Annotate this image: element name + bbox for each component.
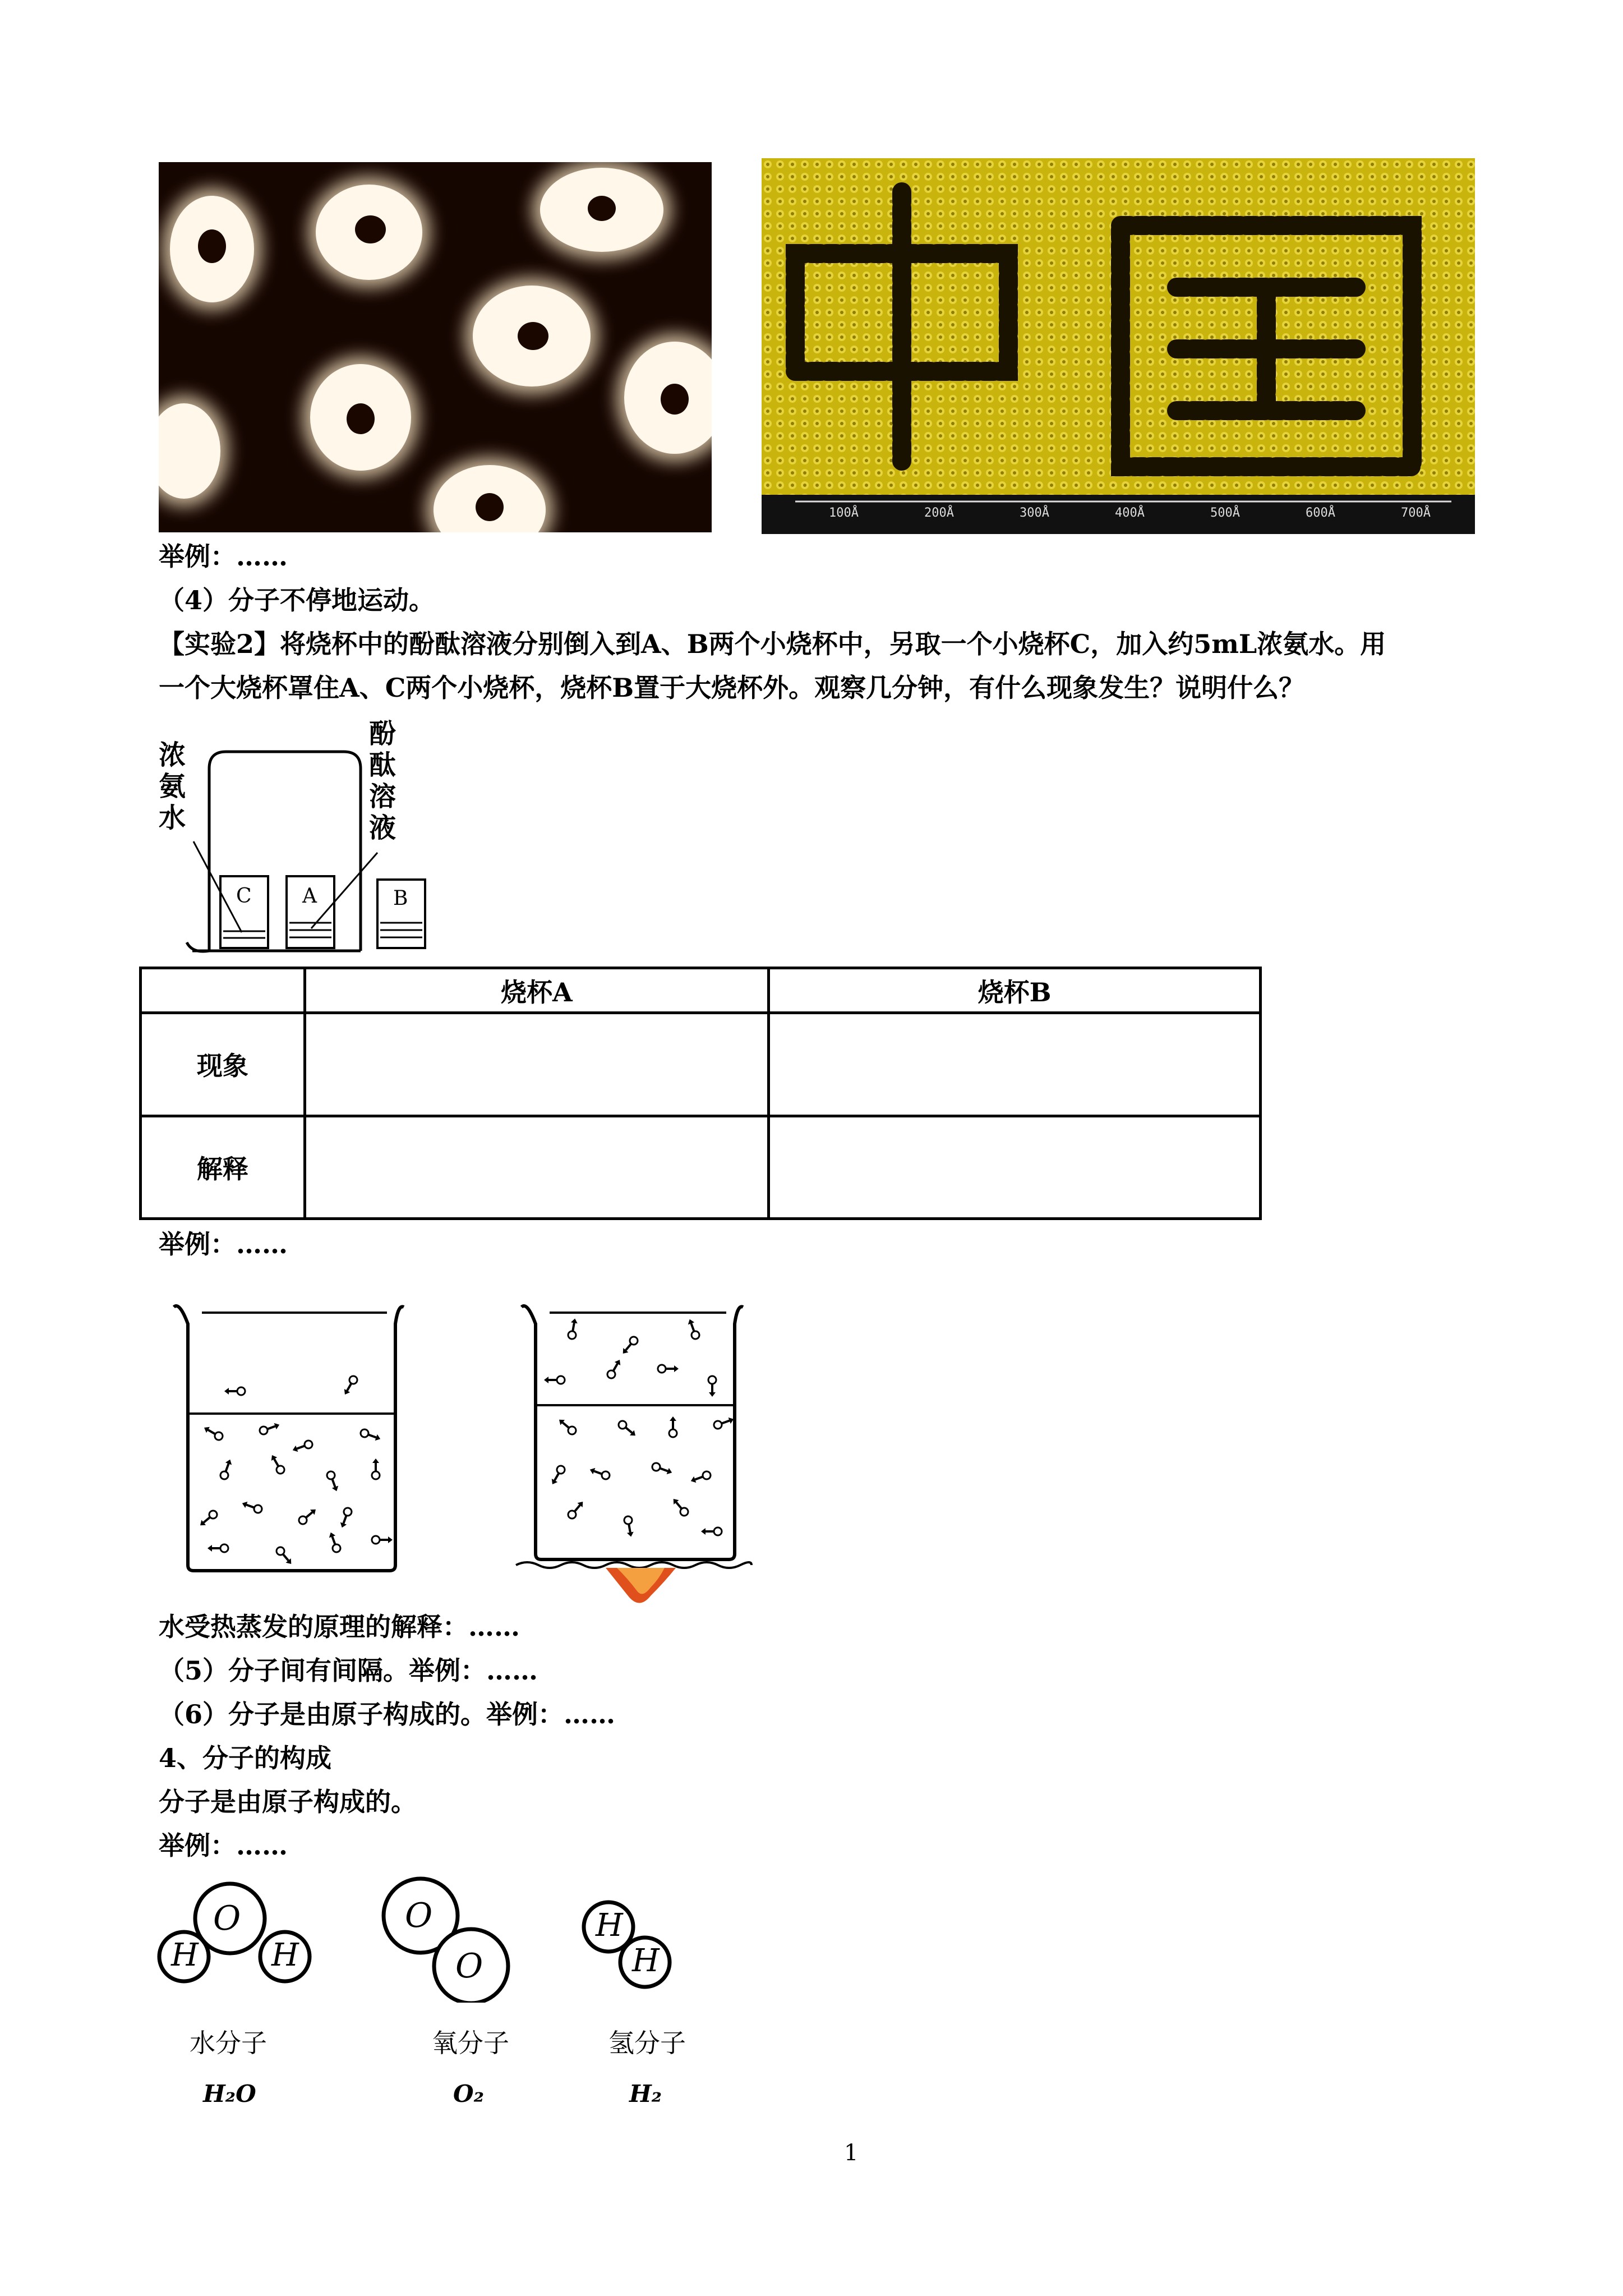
experiment-2-line-1 (159, 627, 1386, 661)
table-corner-cell (141, 968, 305, 1013)
point-6: （6）分子是由原子构成的。举例：…… (159, 1699, 616, 1729)
molecule-models (151, 1874, 712, 2003)
beaker-b-label: B (393, 887, 408, 910)
evaporation-explanation: 水受热蒸发的原理的解释：…… (159, 1612, 520, 1642)
molecule-name-hydrogen: 氢分子 (608, 2028, 686, 2058)
ammonia-diffusion-apparatus (159, 718, 450, 965)
cell-a-explanation[interactable] (305, 1116, 768, 1218)
example-line: 举例：…… (159, 1229, 288, 1259)
observation-table (139, 967, 1262, 1220)
stm-surface-svg (762, 158, 1475, 534)
scale-label: 500Å (1210, 506, 1240, 520)
page-number: 1 (844, 2140, 859, 2166)
formula-oxygen: O₂ (453, 2080, 484, 2108)
label-char: 溶 (369, 781, 396, 812)
scale-label: 200Å (924, 506, 954, 520)
formula-water: H₂O (203, 2080, 256, 2108)
atom-o: O (405, 1896, 433, 1935)
evaporation-diagram (168, 1290, 757, 1604)
table-row (141, 1116, 1261, 1218)
cell-a-phenomenon[interactable] (305, 1013, 768, 1116)
stm-atom-characters-image (762, 158, 1475, 534)
scale-label: 700Å (1401, 506, 1431, 520)
composition-statement: 分子是由原子构成的。 (159, 1787, 417, 1817)
label-char: 酚 (369, 718, 396, 749)
label-char: 液 (369, 812, 396, 844)
scale-label: 400Å (1115, 506, 1145, 520)
molecule-models-svg (151, 1874, 712, 2003)
label-char: 酞 (369, 749, 396, 781)
table-row (141, 1013, 1261, 1116)
atom-o: O (455, 1947, 483, 1986)
evaporation-svg (168, 1290, 757, 1604)
label-char: 氨 (159, 771, 186, 802)
formula-hydrogen: H₂ (629, 2080, 662, 2108)
atom-h: H (171, 1937, 199, 1973)
table-header-beaker-a: 烧杯A (305, 968, 768, 1013)
example-line: 举例：…… (159, 1830, 288, 1861)
scale-label: 600Å (1306, 506, 1335, 520)
table-header-beaker-b: 烧杯B (769, 968, 1261, 1013)
experiment-2-line-2: 一个大烧杯罩住A、C两个小烧杯，烧杯B置于大烧杯外。观察几分钟，有什么现象发生？说明什么？ (159, 673, 1305, 703)
atom-h: H (271, 1937, 299, 1973)
cell-b-phenomenon[interactable] (769, 1013, 1261, 1116)
table-header-row (141, 968, 1261, 1013)
section-4-heading: 4、分子的构成 (159, 1743, 332, 1773)
beaker-c-label: C (236, 885, 252, 908)
molecule-name-water: 水分子 (190, 2028, 267, 2058)
label-phenolphthalein (369, 718, 400, 844)
point-5: （5）分子间有间隔。举例：…… (159, 1655, 538, 1686)
label-char: 浓 (159, 739, 186, 771)
apparatus-svg (159, 729, 450, 965)
molecule-name-oxygen: 氧分子 (432, 2028, 509, 2058)
label-char: 水 (159, 802, 186, 834)
beaker-a-label: A (302, 885, 317, 908)
atom-o: O (213, 1899, 241, 1938)
cell-b-explanation[interactable] (769, 1116, 1261, 1218)
experiment-tag: 【实验2】 (159, 629, 280, 659)
stm-molecule-rings-image (159, 162, 712, 532)
scale-label: 300Å (1020, 506, 1049, 520)
row-label-phenomenon: 现象 (141, 1013, 305, 1116)
row-label-explanation: 解释 (141, 1116, 305, 1218)
experiment-text: 将烧杯中的酚酞溶液分别倒入到A、B两个小烧杯中，另取一个小烧杯C，加入约5mL浓氨水。用 (280, 629, 1386, 659)
label-ammonia (159, 739, 190, 834)
atom-h: H (632, 1943, 660, 1979)
example-line: 举例：…… (159, 541, 288, 572)
point-4: （4）分子不停地运动。 (159, 585, 435, 615)
atom-h: H (596, 1907, 623, 1944)
scale-label: 100Å (829, 506, 859, 520)
